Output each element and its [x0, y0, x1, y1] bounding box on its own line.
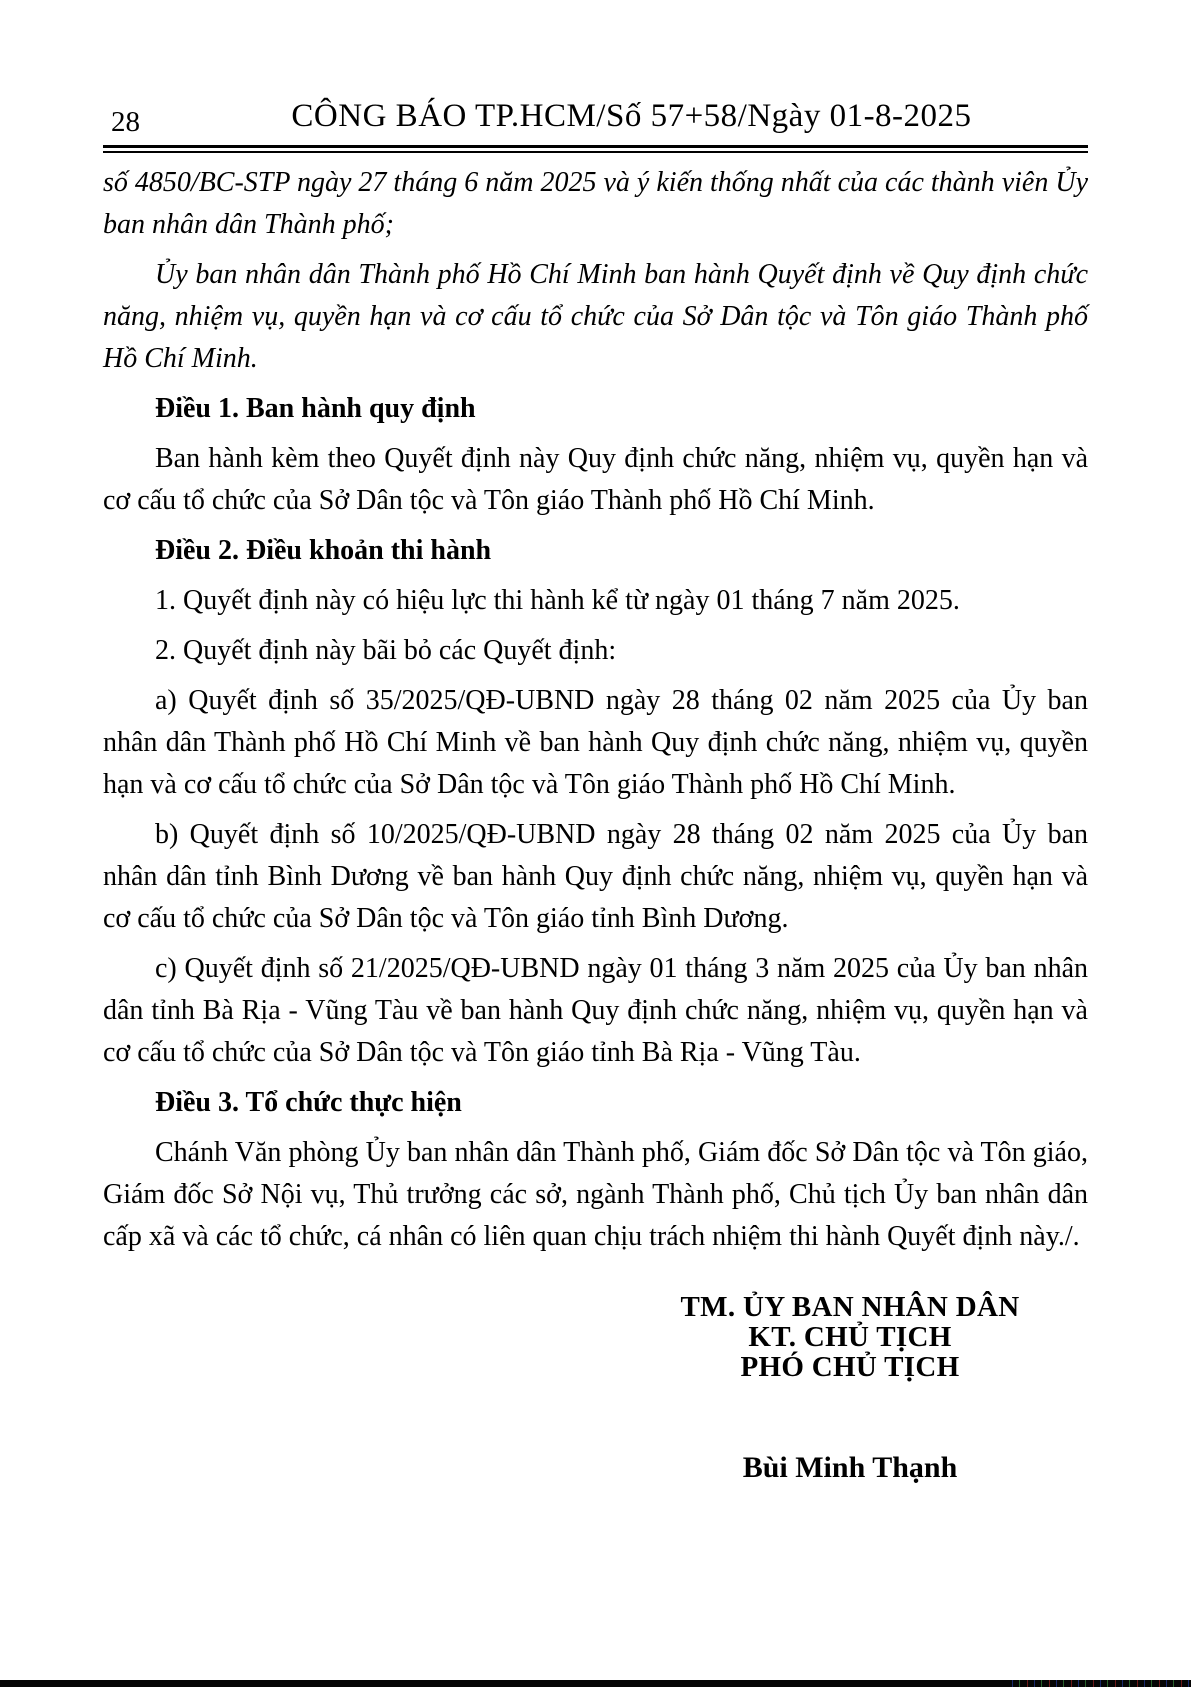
article-1-heading: Điều 1. Ban hành quy định: [155, 393, 476, 424]
scan-noise-strip: [1006, 1680, 1191, 1687]
signature-signer-name: Bùi Minh Thạnh: [742, 1451, 958, 1484]
header-divider: [103, 145, 1088, 153]
article-2-clause-2a: a) Quyết định số 35/2025/QĐ-UBND ngày 28 tháng 02 năm 2025 của Ủy ban nhân dân Thành phố Hồ Chí Minh về ban hành Quy định chức năng, nhiệm vụ, quyền hạn và cơ cấu tổ chức của Sở Dân tộc và Tôn giáo Thành phố Hồ Chí Minh.: [103, 685, 1088, 800]
header-row: [103, 98, 1088, 140]
article-2-clause-2: 2. Quyết định này bãi bỏ các Quyết định:: [155, 635, 617, 666]
signature-deputy-note: KT. CHỦ TỊCH: [748, 1321, 952, 1353]
scan-edge-artifact: [0, 1680, 1191, 1687]
article-2-clause-2b: b) Quyết định số 10/2025/QĐ-UBND ngày 28 tháng 02 năm 2025 của Ủy ban nhân dân tỉnh Bình Dương về ban hành Quy định chức năng, nhiệm vụ, quyền hạn và cơ cấu tổ chức của Sở Dân tộc và Tôn giáo tỉnh Bình Dương.: [103, 819, 1088, 934]
intro-continuation-paragraph: số 4850/BC-STP ngày 27 tháng 6 năm 2025 và ý kiến thống nhất của các thành viên Ủy ban nhân dân Thành phố;: [103, 167, 1088, 240]
article-3-paragraph-1: Chánh Văn phòng Ủy ban nhân dân Thành phố, Giám đốc Sở Dân tộc và Tôn giáo, Giám đốc Sở Nội vụ, Thủ trưởng các sở, ngành Thành phố, Chủ tịch Ủy ban nhân dân cấp xã và các tổ chức, cá nhân có liên quan chịu trách nhiệm thi hành Quyết định này./.: [103, 1137, 1088, 1252]
signature-block: [550, 1292, 1150, 1484]
document-body: [103, 162, 1088, 1258]
gazette-header-title: CÔNG BÁO TP.HCM/Số 57+58/Ngày 01-8-2025: [291, 98, 972, 134]
article-3-heading: Điều 3. Tổ chức thực hiện: [155, 1087, 462, 1118]
signature-on-behalf-of: TM. ỦY BAN NHÂN DÂN: [680, 1291, 1020, 1323]
article-2-heading: Điều 2. Điều khoản thi hành: [155, 535, 492, 566]
page-header: [103, 0, 1088, 153]
signature-signer-title: PHÓ CHỦ TỊCH: [740, 1351, 960, 1383]
article-2-clause-2c: c) Quyết định số 21/2025/QĐ-UBND ngày 01 tháng 3 năm 2025 của Ủy ban nhân dân tỉnh Bà Rịa - Vũng Tàu về ban hành Quy định chức năng, nhiệm vụ, quyền hạn và cơ cấu tổ chức của Sở Dân tộc và Tôn giáo tỉnh Bà Rịa - Vũng Tàu.: [103, 953, 1088, 1068]
divider-rule-bottom: [103, 151, 1088, 153]
article-1-paragraph-1: Ban hành kèm theo Quyết định này Quy định chức năng, nhiệm vụ, quyền hạn và cơ cấu tổ chức của Sở Dân tộc và Tôn giáo Thành phố Hồ Chí Minh.: [103, 443, 1088, 516]
page-number: 28: [111, 106, 140, 138]
enactment-clause-paragraph: Ủy ban nhân dân Thành phố Hồ Chí Minh ban hành Quyết định về Quy định chức năng, nhiệm vụ, quyền hạn và cơ cấu tổ chức của Sở Dân tộc và Tôn giáo Thành phố Hồ Chí Minh.: [103, 259, 1088, 374]
article-2-clause-1: 1. Quyết định này có hiệu lực thi hành kể từ ngày 01 tháng 7 năm 2025.: [155, 585, 960, 616]
